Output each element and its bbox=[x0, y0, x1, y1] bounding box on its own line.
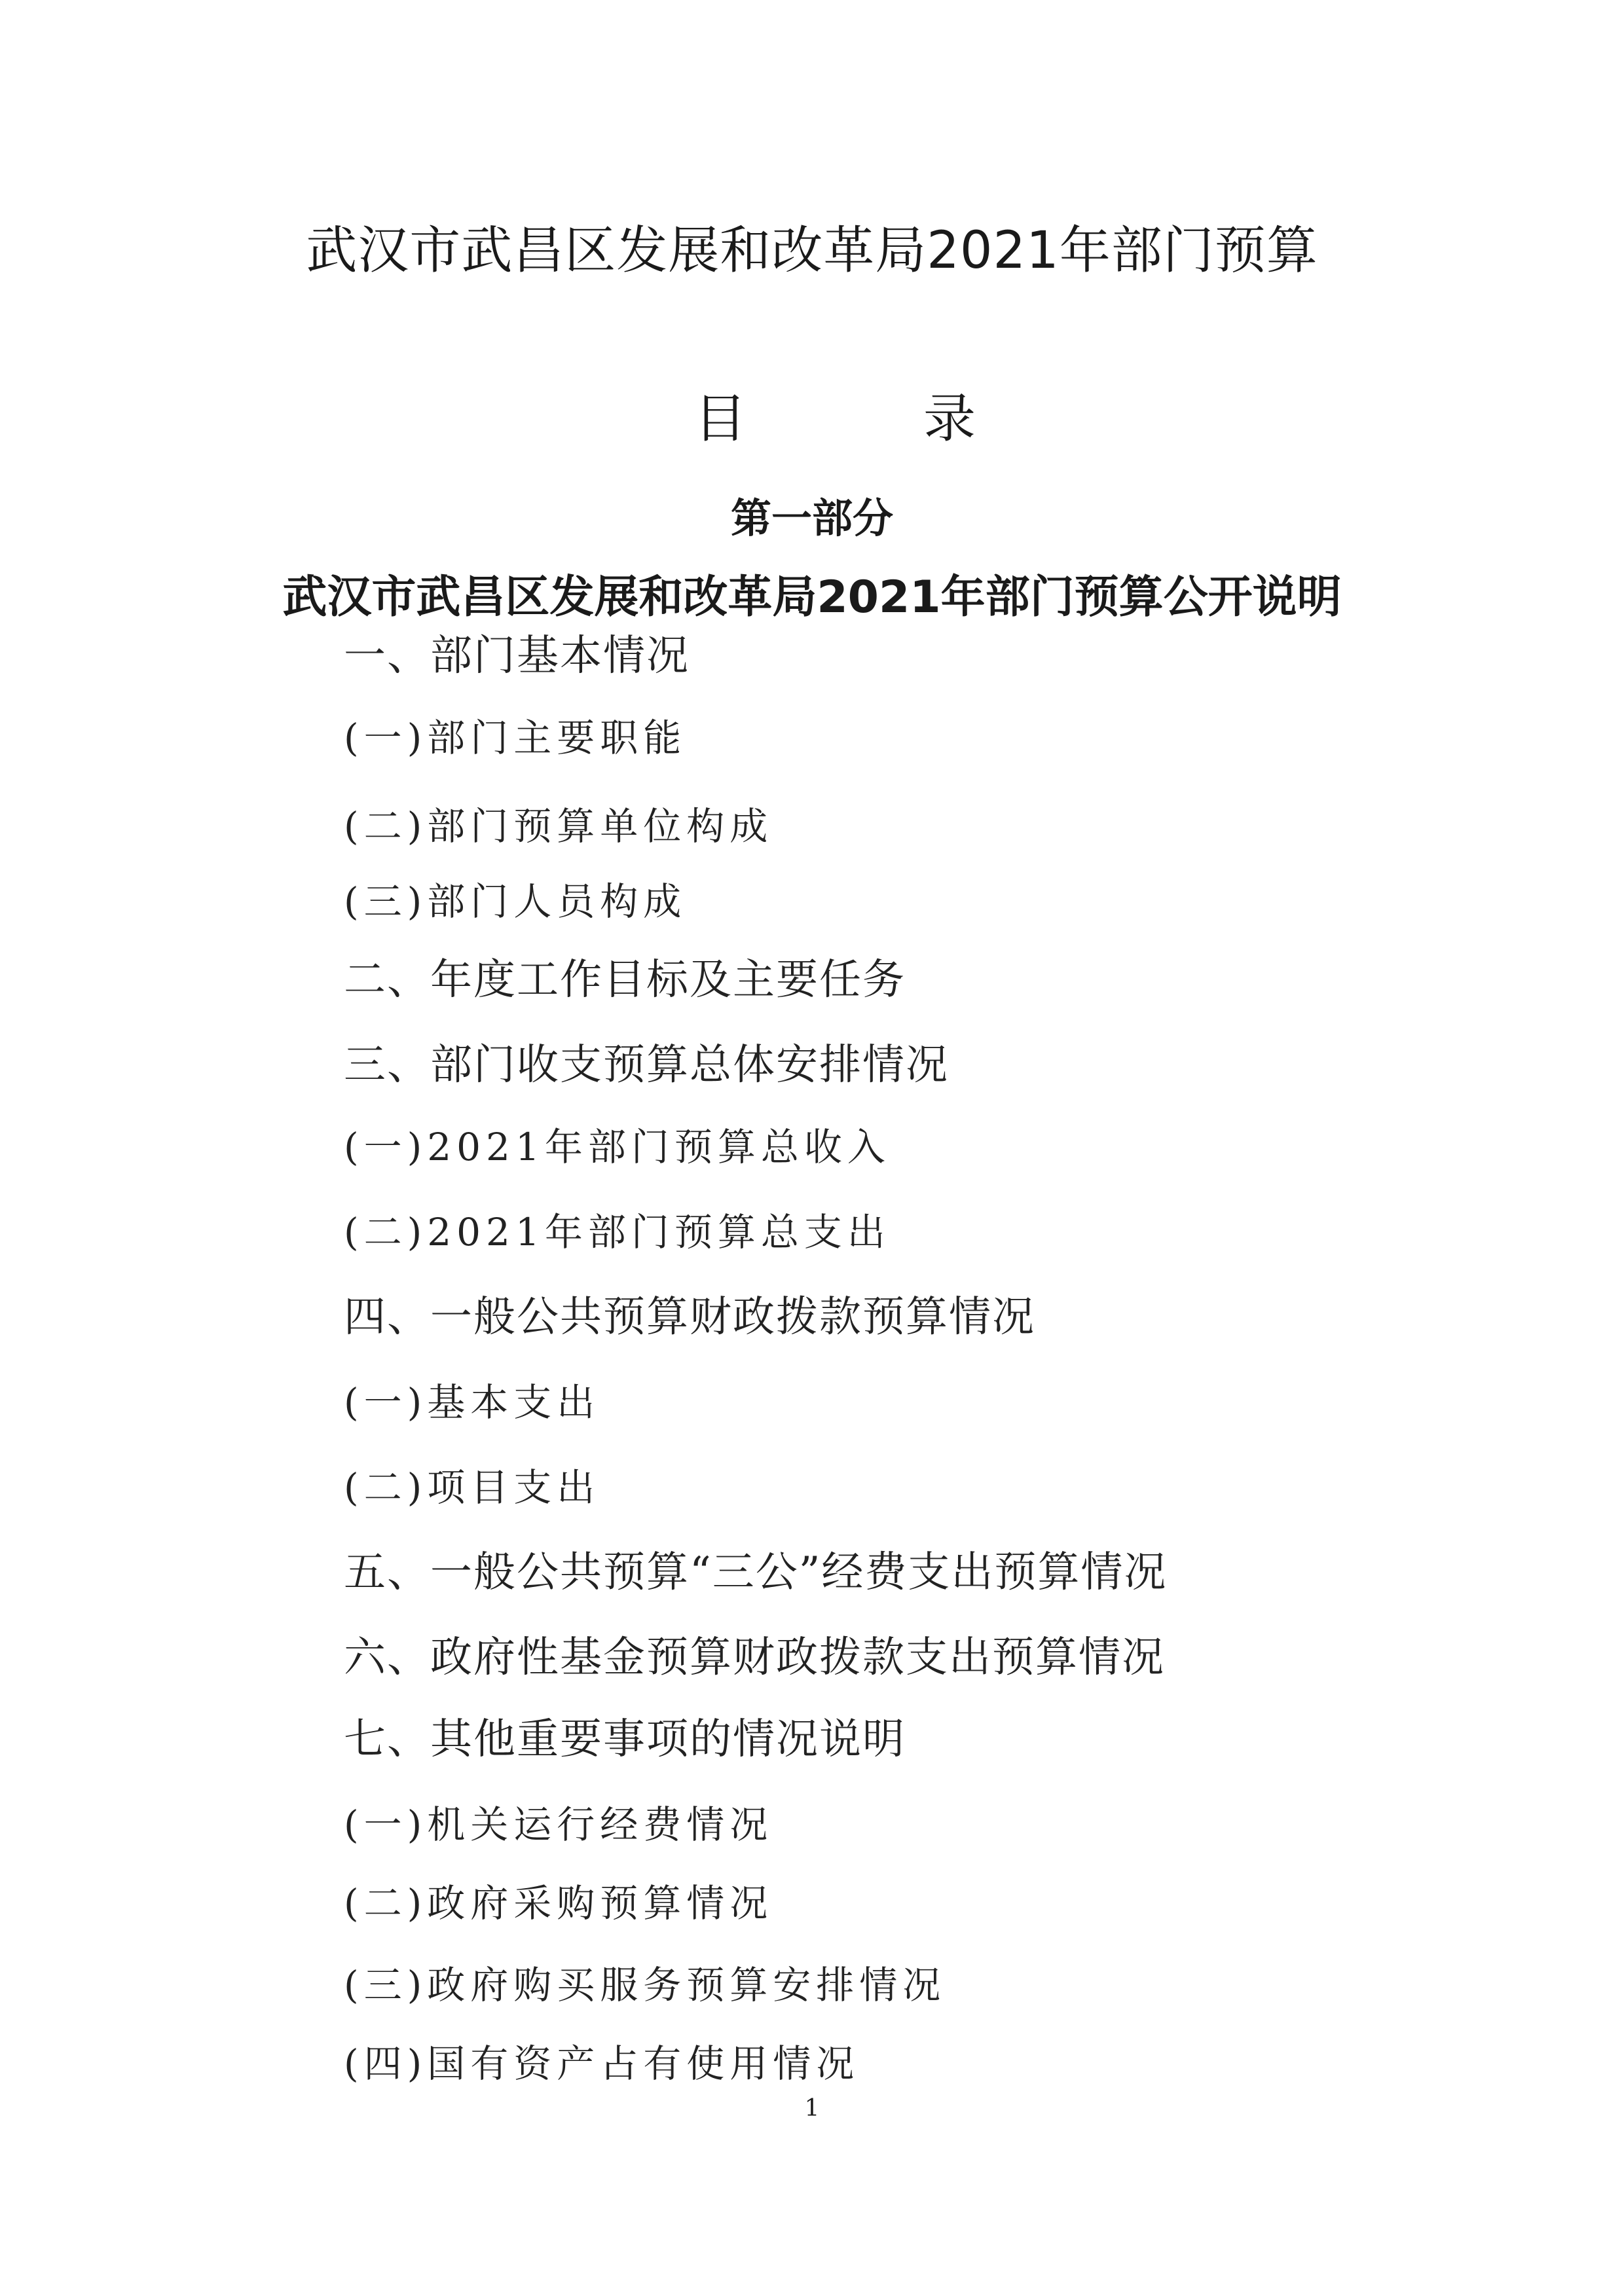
toc-item[interactable]: (一)部门主要职能 bbox=[344, 716, 687, 760]
document-title: 武汉市武昌区发展和改革局2021年部门预算 bbox=[306, 221, 1318, 280]
toc-item[interactable]: 一、部门基本情况 bbox=[344, 632, 690, 680]
toc-item[interactable]: 二、年度工作目标及主要任务 bbox=[344, 956, 906, 1004]
toc-item[interactable]: 六、政府性基金预算财政拨款支出预算情况 bbox=[344, 1633, 1165, 1682]
toc-item[interactable]: (二)项目支出 bbox=[344, 1465, 600, 1510]
part-label: 第一部分 bbox=[730, 494, 893, 542]
toc-item[interactable]: 五、一般公共预算“三公”经费支出预算情况 bbox=[344, 1548, 1168, 1597]
page-number: 1 bbox=[804, 2095, 820, 2122]
toc-item[interactable]: (二)2021年部门预算总支出 bbox=[344, 1210, 891, 1254]
toc-item[interactable]: (三)政府购买服务预算安排情况 bbox=[344, 1963, 946, 2007]
toc-item[interactable]: 三、部门收支预算总体安排情况 bbox=[344, 1041, 949, 1089]
toc-heading-char-2: 录 bbox=[923, 388, 976, 449]
toc-item[interactable]: (二)部门预算单位构成 bbox=[344, 804, 773, 848]
toc-item[interactable]: 七、其他重要事项的情况说明 bbox=[344, 1715, 906, 1764]
toc-item[interactable]: (一)基本支出 bbox=[344, 1380, 600, 1425]
toc-item[interactable]: (四)国有资产占有使用情况 bbox=[344, 2041, 860, 2086]
toc-item[interactable]: (一)机关运行经费情况 bbox=[344, 1802, 773, 1847]
toc-item[interactable]: (三)部门人员构成 bbox=[344, 879, 687, 924]
toc-item[interactable]: (二)政府采购预算情况 bbox=[344, 1881, 773, 1925]
toc-item[interactable]: 四、一般公共预算财政拨款预算情况 bbox=[344, 1293, 1035, 1341]
toc-item[interactable]: (一)2021年部门预算总收入 bbox=[344, 1125, 891, 1169]
part-title: 武汉市武昌区发展和改革局2021年部门预算公开说明 bbox=[282, 572, 1342, 623]
toc-heading-char-1: 目 bbox=[694, 388, 747, 449]
